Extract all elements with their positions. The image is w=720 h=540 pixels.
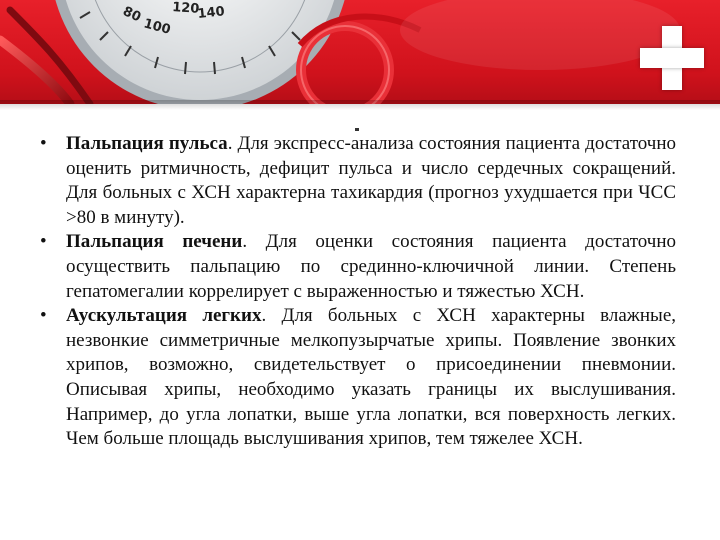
banner-shadow <box>0 100 720 110</box>
bullet-icon: • <box>40 305 47 327</box>
gauge-label-120: 120 <box>171 0 200 17</box>
list-item <box>36 132 676 230</box>
list-item <box>36 304 676 452</box>
bullet-icon: • <box>40 133 47 154</box>
small-mark <box>355 128 359 131</box>
blood-pressure-gauge-image <box>0 0 720 104</box>
gauge-label-80: 80 <box>120 4 144 26</box>
item-text: . Для больных с ХСН характерны влажные, незвонкие симметричные мелкопузырчатые хрипы. Появление звонких хрипов, возможно, свидетельствует о присоединении пневмонии. Описывая хрипы, необходимо указать границы их выслушивания. Например, до угла лопатки, выше угла лопатки, вся поверхность легких. Чем больше площадь выслушивания хрипов, тем тяжелее ХСН. <box>66 305 676 450</box>
header-banner <box>0 0 720 104</box>
item-heading: Пальпация печени <box>66 231 243 253</box>
item-heading: Аускультация легких <box>66 305 262 327</box>
item-text: . Для оценки состояния пациента достаточно осуществить пальпацию по срединно-ключичной линии. Степень гепатомегалии коррелирует с выраженностью и тяжестью ХСН. <box>66 231 676 302</box>
text-content <box>36 132 676 452</box>
gauge-label-100: 100 <box>141 16 173 38</box>
bullet-icon: • <box>40 231 47 253</box>
gauge-label-140: 140 <box>196 4 226 22</box>
medical-cross-icon <box>640 26 704 90</box>
item-heading: Пальпация пульса <box>66 133 228 154</box>
item-text: . Для экспресс-анализа состояния пациента достаточно оценить ритмичность, дефицит пульса и число сердечных сокращений. Для больных с ХСН характерна тахикардия (прогноз ухудшается при ЧСС >80 в минуту). <box>66 133 676 228</box>
bullet-list <box>36 132 676 452</box>
list-item <box>36 230 676 304</box>
